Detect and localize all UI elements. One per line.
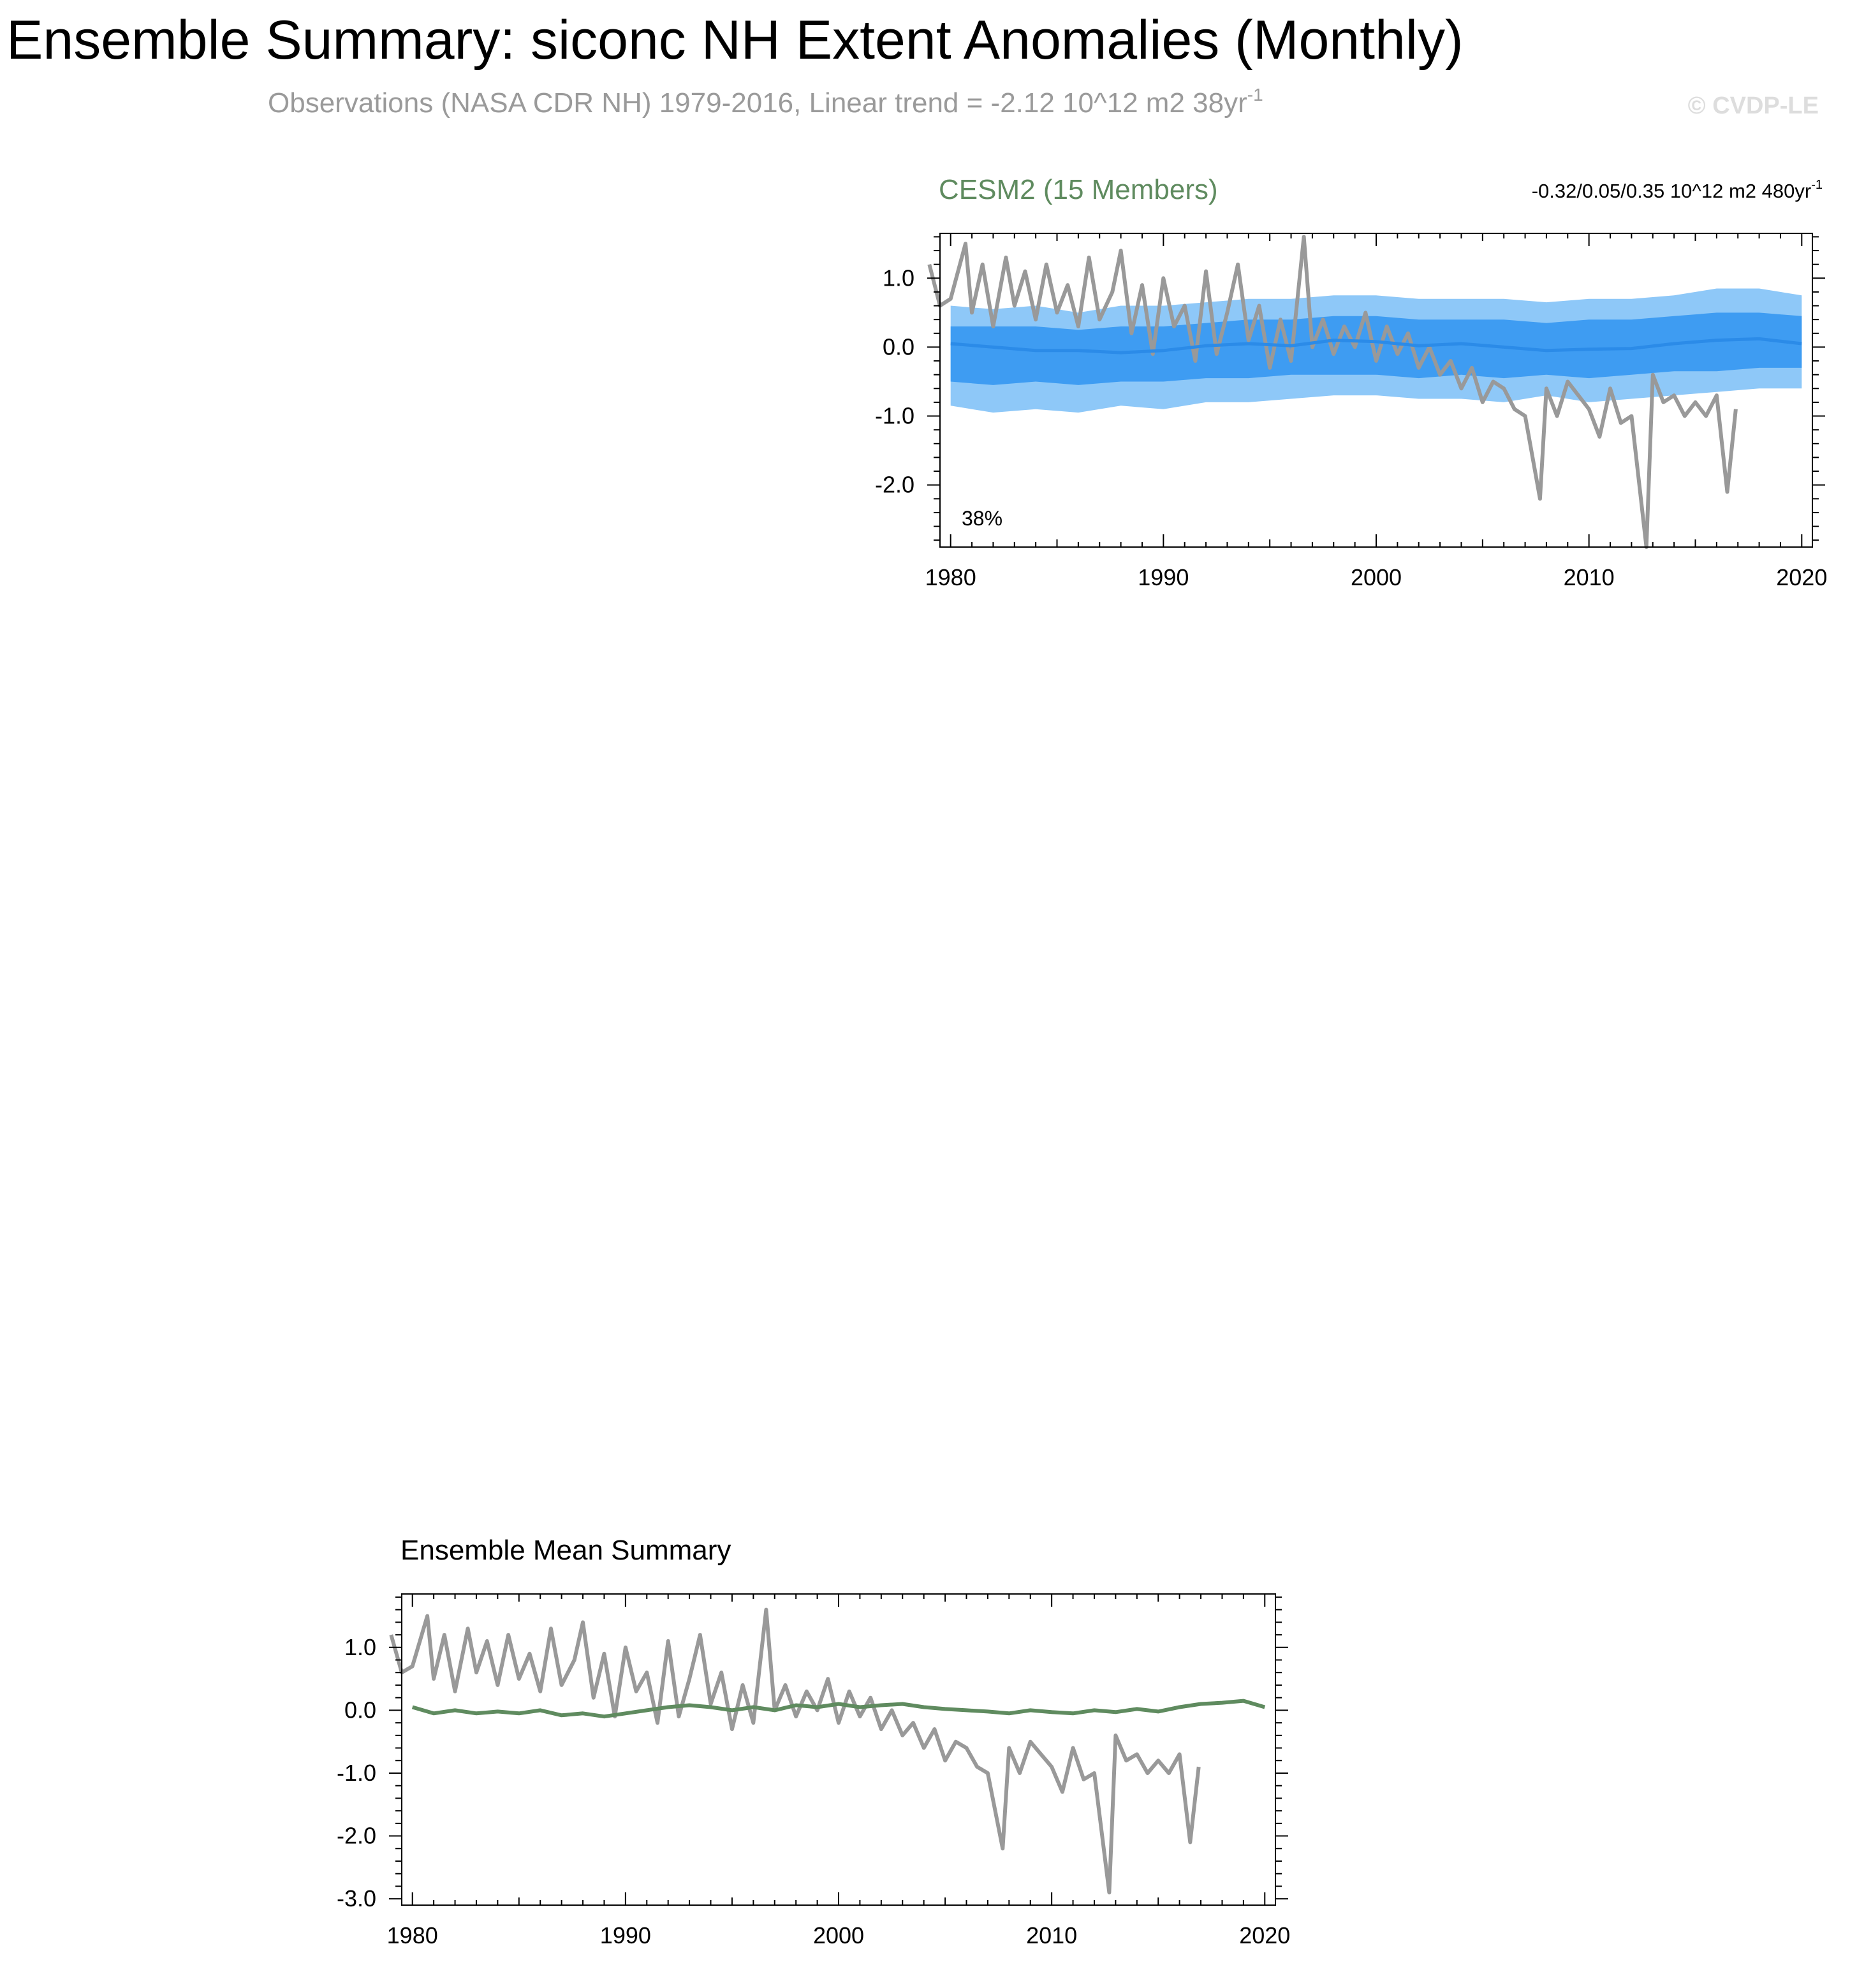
page-subtitle-text: Observations (NASA CDR NH) 1979-2016, Linear trend = -2.12 10^12 m2 38yr <box>268 87 1247 119</box>
y-tick-label: 1.0 <box>344 1634 376 1660</box>
y-tick-label: -1.0 <box>336 1759 376 1786</box>
observations-line <box>391 1610 1198 1893</box>
watermark: © CVDP-LE <box>1687 92 1819 119</box>
cesm2-plot-area <box>875 233 1827 590</box>
x-tick-label: 1980 <box>925 564 976 590</box>
page-subtitle-superscript: -1 <box>1247 85 1263 105</box>
x-tick-label: 1990 <box>599 1922 651 1948</box>
page-title: Ensemble Summary: siconc NH Extent Anomalies (Monthly) <box>6 10 1464 71</box>
y-tick-label: 1.0 <box>882 265 914 291</box>
ensemble-mean-plot-area <box>337 1594 1290 1948</box>
x-tick-label: 1980 <box>386 1922 438 1948</box>
y-tick-label: -1.0 <box>874 402 914 429</box>
x-tick-label: 2020 <box>1239 1922 1291 1948</box>
y-tick-label: 0.0 <box>882 333 914 360</box>
y-tick-label: -2.0 <box>874 471 914 498</box>
panel-title-ensemble-mean: Ensemble Mean Summary <box>400 1535 731 1566</box>
x-tick-label: 1990 <box>1138 564 1189 590</box>
percent-annotation: 38% <box>962 507 1003 530</box>
x-tick-label: 2010 <box>1026 1922 1078 1948</box>
y-tick-label: 0.0 <box>344 1697 376 1723</box>
plot-frame <box>402 1594 1275 1905</box>
x-tick-label: 2000 <box>1350 564 1402 590</box>
x-tick-label: 2000 <box>812 1922 865 1948</box>
trend-label-cesm2 <box>1532 178 1823 202</box>
trend-label-text: -0.32/0.05/0.35 10^12 m2 480yr <box>1531 180 1812 202</box>
y-tick-label: -2.0 <box>336 1822 376 1849</box>
y-tick-label: -3.0 <box>336 1885 376 1912</box>
ensemble-mean-line <box>413 1701 1265 1717</box>
panel-title-cesm2: CESM2 (15 Members) <box>939 174 1218 205</box>
trend-label-superscript: -1 <box>1811 178 1823 192</box>
x-tick-label: 2020 <box>1776 564 1828 590</box>
x-tick-label: 2010 <box>1563 564 1615 590</box>
cesm2-panel <box>875 174 1827 590</box>
ensemble-mean-panel <box>337 1535 1290 1948</box>
page-subtitle <box>268 85 1263 119</box>
